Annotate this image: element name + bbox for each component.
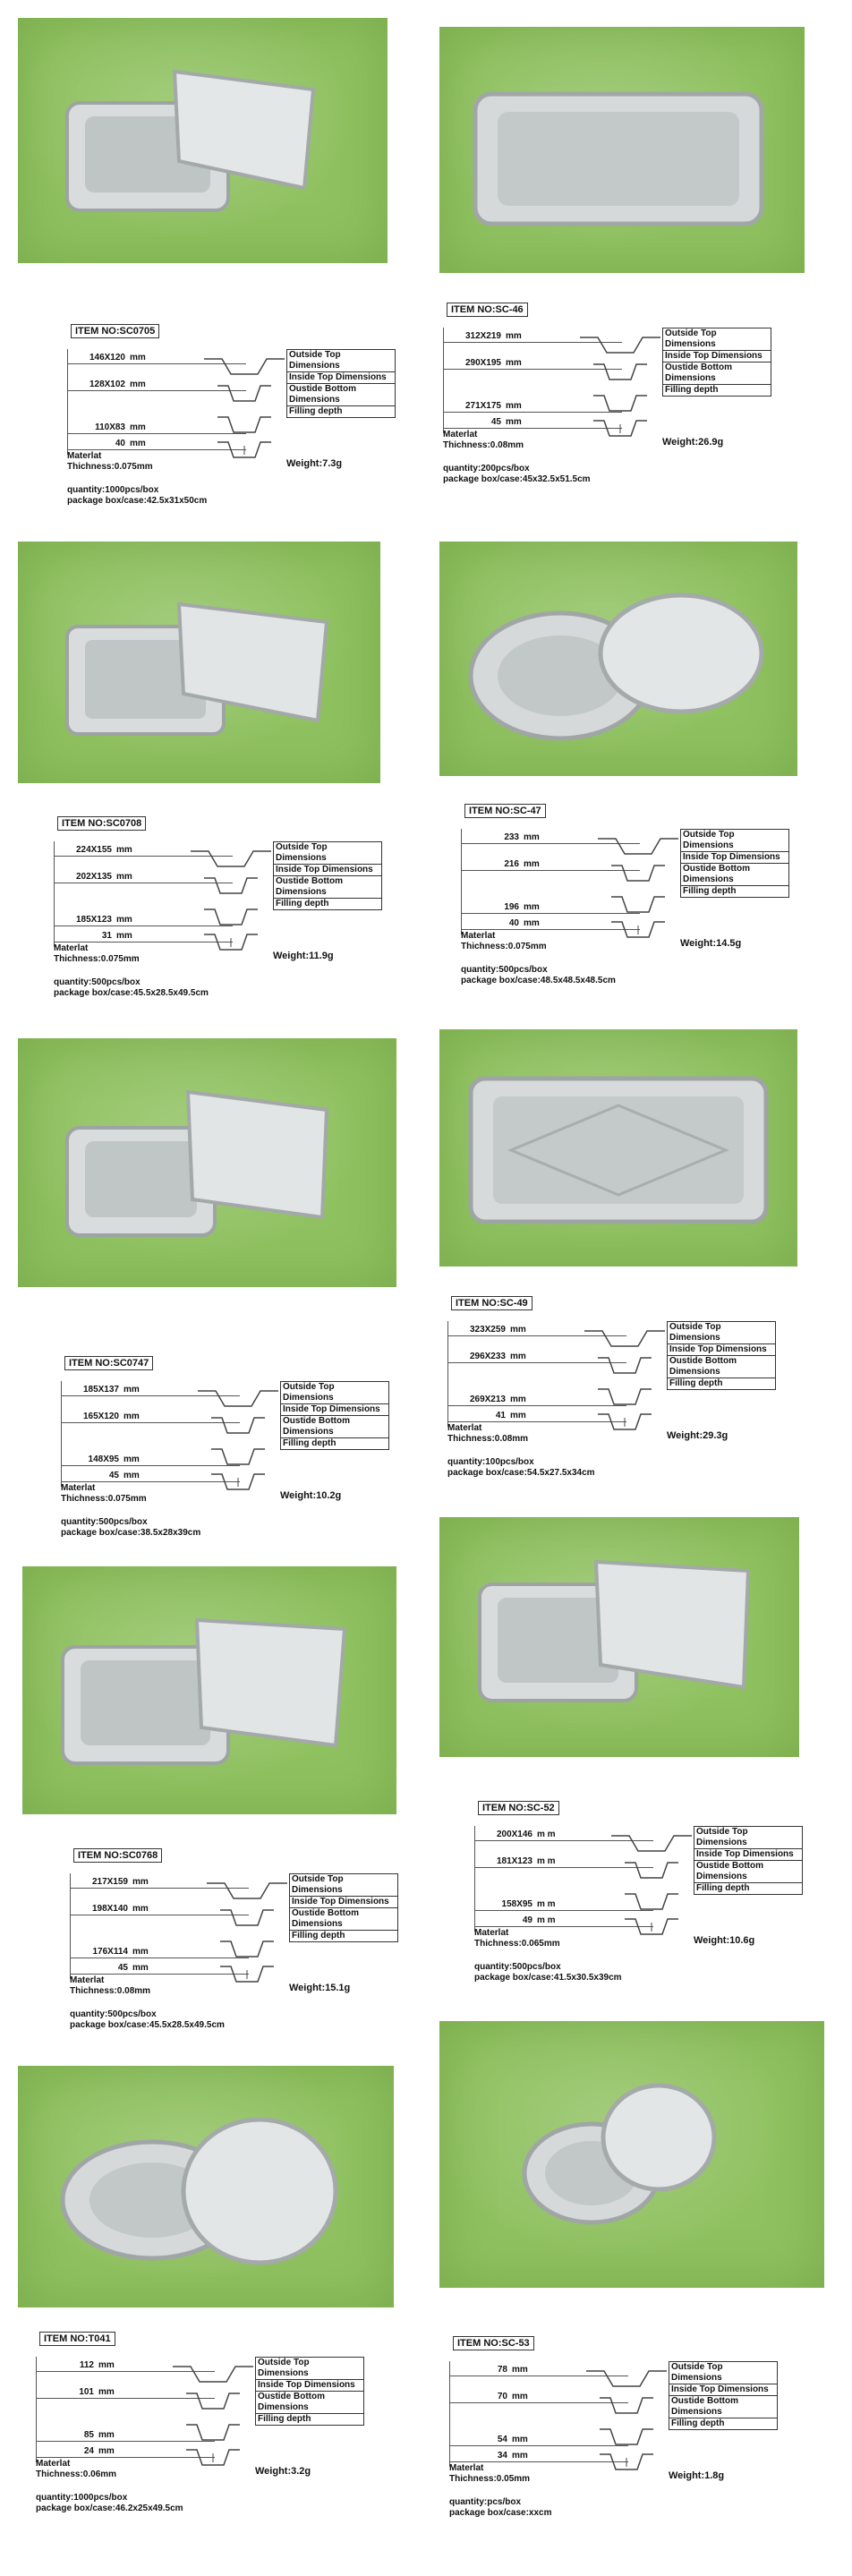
legend-inside-top: Inside Top Dimensions (281, 1404, 388, 1416)
material-info: Materlat Thichness:0.075mm (54, 943, 140, 964)
dim-inside-top: 198X140 mm (70, 1900, 249, 1915)
packaging-info: quantity:500pcs/box package box/case:45.5x28.5x49.5cm (70, 2009, 225, 2030)
dimension-legend (694, 1826, 803, 1895)
material-info: Materlat Thichness:0.08mm (443, 430, 524, 450)
dimension-legend (286, 349, 396, 418)
weight-label: Weight:3.2g (255, 2466, 311, 2477)
material-info: Materlat Thichness:0.05mm (449, 2463, 531, 2484)
legend-filling-depth: Filling depth (276, 899, 329, 908)
dimension-diagram (186, 838, 276, 954)
legend-outside-bottom: Oustide Bottom Dimensions (274, 876, 381, 899)
dim-outside-bottom: 54 mm (449, 2431, 628, 2446)
dimension-diagram (193, 1378, 283, 1494)
dim-outside-bottom: 176X114 mm (70, 1943, 249, 1958)
legend-filling-depth: Filling depth (671, 2418, 725, 2428)
dim-filling-depth: 40 mm (67, 435, 246, 450)
product-photo-sc0708 (18, 542, 380, 783)
weight-label: Weight:26.9g (662, 437, 724, 448)
dimension-legend (662, 328, 771, 397)
legend-filling-depth: Filling depth (683, 886, 737, 896)
legend-outside-bottom: Oustide Bottom Dimensions (256, 2392, 363, 2414)
legend-outside-top: Outside Top Dimensions (694, 1827, 802, 1849)
dim-outside-bottom: 158X95 m m (474, 1896, 653, 1911)
legend-filling-depth: Filling depth (696, 1883, 750, 1893)
legend-outside-bottom: Oustide Bottom Dimensions (290, 1908, 397, 1931)
legend-filling-depth: Filling depth (292, 1931, 345, 1941)
legend-outside-top: Outside Top Dimensions (256, 2358, 363, 2380)
dimension-diagram (607, 1822, 696, 1939)
spec-block (67, 324, 398, 539)
packaging-info: quantity:500pcs/box package box/case:45.5x28.5x49.5cm (54, 977, 209, 998)
legend-outside-top: Outside Top Dimensions (668, 1322, 775, 1344)
dim-outside-bottom: 148X95 mm (61, 1451, 240, 1466)
dimension-legend (289, 1873, 398, 1942)
packaging-info: quantity:pcs/box package box/case:xxcm (449, 2497, 552, 2518)
material-info: Materlat Thichness:0.075mm (61, 1483, 147, 1504)
dim-outside-bottom: 110X83 mm (67, 419, 246, 434)
legend-outside-bottom: Oustide Bottom Dimensions (287, 384, 395, 406)
legend-outside-bottom: Oustide Bottom Dimensions (669, 2396, 777, 2418)
packaging-info: quantity:100pcs/box package box/case:54.5x27.5x34cm (447, 1457, 595, 1478)
legend-outside-top: Outside Top Dimensions (669, 2362, 777, 2384)
dimension-legend (680, 829, 789, 898)
legend-outside-bottom: Oustide Bottom Dimensions (694, 1861, 802, 1883)
product-photo-sc53 (439, 2021, 824, 2288)
item-number: ITEM NO:SC0747 (64, 1356, 153, 1370)
weight-label: Weight:11.9g (273, 951, 334, 961)
dim-inside-top: 128X102 mm (67, 376, 246, 391)
weight-label: Weight:10.6g (694, 1935, 755, 1946)
dimension-diagram (575, 324, 665, 440)
packaging-info: quantity:1000pcs/box package box/case:46.2x25x49.5cm (36, 2493, 183, 2513)
spec-block (70, 1848, 410, 2063)
spec-block (54, 816, 394, 1031)
product-photo-sc0768 (22, 1566, 396, 1814)
item-number: ITEM NO:SC0705 (71, 324, 159, 338)
dim-inside-top: 290X195 mm (443, 354, 622, 370)
spec-block (461, 804, 837, 1023)
dim-outside-top: 112 mm (36, 2357, 215, 2372)
legend-outside-top: Outside Top Dimensions (681, 830, 788, 852)
dim-inside-top: 101 mm (36, 2384, 215, 2399)
dim-outside-top: 233 mm (461, 829, 640, 844)
legend-filling-depth: Filling depth (669, 1378, 723, 1388)
legend-outside-top: Outside Top Dimensions (281, 1382, 388, 1404)
product-photo-sc49 (439, 1029, 797, 1267)
dim-filling-depth: 45 mm (70, 1959, 249, 1975)
dim-inside-top: 296X233 mm (447, 1348, 626, 1363)
dim-filling-depth: 31 mm (54, 927, 233, 943)
dimension-legend (667, 1321, 776, 1390)
spec-block (447, 1296, 814, 1515)
material-info: Materlat Thichness:0.075mm (461, 931, 547, 951)
dim-filling-depth: 45 mm (61, 1467, 240, 1482)
dim-outside-bottom: 271X175 mm (443, 397, 622, 413)
dim-inside-top: 216 mm (461, 856, 640, 871)
dim-inside-top: 165X120 mm (61, 1408, 240, 1423)
product-photo-sc52 (439, 1517, 799, 1757)
material-info: Materlat Thichness:0.08mm (70, 1975, 151, 1996)
dim-inside-top: 70 mm (449, 2388, 628, 2403)
item-number: ITEM NO:SC0768 (73, 1848, 162, 1863)
legend-inside-top: Inside Top Dimensions (290, 1897, 397, 1908)
dimension-diagram (593, 825, 683, 942)
legend-filling-depth: Filling depth (283, 1438, 337, 1448)
weight-label: Weight:14.5g (680, 938, 742, 949)
item-number: ITEM NO:SC-47 (464, 804, 546, 818)
weight-label: Weight:1.8g (669, 2470, 725, 2481)
legend-inside-top: Inside Top Dimensions (274, 865, 381, 876)
spec-block (449, 2336, 807, 2560)
weight-label: Weight:29.3g (667, 1430, 728, 1441)
dim-filling-depth: 24 mm (36, 2443, 215, 2458)
material-info: Materlat Thichness:0.08mm (447, 1423, 529, 1444)
legend-filling-depth: Filling depth (665, 385, 719, 395)
legend-inside-top: Inside Top Dimensions (694, 1849, 802, 1861)
material-info: Materlat Thichness:0.075mm (67, 451, 153, 472)
legend-outside-top: Outside Top Dimensions (274, 842, 381, 865)
dimension-diagram (168, 2353, 258, 2469)
item-number: ITEM NO:SC0708 (57, 816, 146, 831)
legend-filling-depth: Filling depth (258, 2414, 311, 2424)
dimension-legend (280, 1381, 389, 1450)
dimension-legend (255, 2357, 364, 2426)
dim-outside-bottom: 85 mm (36, 2427, 215, 2442)
spec-block (36, 2332, 412, 2564)
spec-block (61, 1356, 401, 1562)
dim-filling-depth: 34 mm (449, 2447, 628, 2462)
item-number: ITEM NO:SC-49 (451, 1296, 532, 1310)
legend-outside-bottom: Oustide Bottom Dimensions (668, 1356, 775, 1378)
dim-outside-top: 312X219 mm (443, 328, 622, 343)
dim-outside-top: 224X155 mm (54, 841, 233, 857)
item-number: ITEM NO:SC-46 (447, 303, 528, 317)
legend-outside-bottom: Oustide Bottom Dimensions (681, 864, 788, 886)
dim-filling-depth: 40 mm (461, 915, 640, 930)
product-photo-t041 (18, 2066, 394, 2307)
item-number: ITEM NO:SC-53 (453, 2336, 534, 2350)
legend-inside-top: Inside Top Dimensions (681, 852, 788, 864)
packaging-info: quantity:500pcs/box package box/case:41.5x30.5x39cm (474, 1962, 622, 1983)
item-number: ITEM NO:T041 (39, 2332, 115, 2346)
spec-block (443, 303, 837, 535)
legend-inside-top: Inside Top Dimensions (669, 2384, 777, 2396)
legend-outside-top: Outside Top Dimensions (663, 328, 771, 351)
packaging-info: quantity:500pcs/box package box/case:48.5x48.5x48.5cm (461, 965, 616, 985)
dim-outside-top: 200X146 m m (474, 1826, 653, 1841)
dim-outside-bottom: 185X123 mm (54, 911, 233, 926)
dimension-legend (273, 841, 382, 910)
product-photo-sc0705 (18, 18, 388, 263)
dim-inside-top: 181X123 m m (474, 1853, 653, 1868)
dim-outside-top: 78 mm (449, 2361, 628, 2376)
legend-outside-bottom: Oustide Bottom Dimensions (281, 1416, 388, 1438)
packaging-info: quantity:200pcs/box package box/case:45x32.5x51.5cm (443, 464, 591, 484)
product-photo-sc47 (439, 542, 797, 776)
weight-label: Weight:7.3g (286, 458, 343, 469)
dim-filling-depth: 49 m m (474, 1912, 653, 1927)
legend-inside-top: Inside Top Dimensions (287, 372, 395, 384)
product-photo-sc0747 (18, 1038, 396, 1287)
weight-label: Weight:15.1g (289, 1983, 351, 1993)
legend-inside-top: Inside Top Dimensions (668, 1344, 775, 1356)
weight-label: Weight:10.2g (280, 1490, 342, 1501)
dimension-legend (669, 2361, 778, 2430)
legend-outside-bottom: Oustide Bottom Dimensions (663, 363, 771, 385)
dimension-diagram (202, 1870, 292, 1986)
dimension-diagram (580, 1318, 669, 1434)
dim-outside-top: 217X159 mm (70, 1873, 249, 1889)
spec-block (474, 1801, 823, 2011)
material-info: Materlat Thichness:0.06mm (36, 2459, 117, 2479)
dim-filling-depth: 45 mm (443, 414, 622, 429)
dim-outside-bottom: 269X213 mm (447, 1391, 626, 1406)
dim-outside-top: 323X259 mm (447, 1321, 626, 1336)
dim-outside-top: 185X137 mm (61, 1381, 240, 1396)
item-number: ITEM NO:SC-52 (478, 1801, 559, 1815)
legend-outside-top: Outside Top Dimensions (287, 350, 395, 372)
dim-filling-depth: 41 mm (447, 1407, 626, 1422)
dim-outside-bottom: 196 mm (461, 899, 640, 914)
packaging-info: quantity:1000pcs/box package box/case:42.5x31x50cm (67, 485, 208, 506)
legend-inside-top: Inside Top Dimensions (663, 351, 771, 363)
legend-inside-top: Inside Top Dimensions (256, 2380, 363, 2392)
packaging-info: quantity:500pcs/box package box/case:38.5x28x39cm (61, 1517, 201, 1538)
dim-outside-top: 146X120 mm (67, 349, 246, 364)
legend-filling-depth: Filling depth (289, 406, 343, 416)
product-photo-sc46 (439, 27, 805, 273)
legend-outside-top: Outside Top Dimensions (290, 1874, 397, 1897)
dimension-diagram (582, 2358, 671, 2474)
material-info: Materlat Thichness:0.065mm (474, 1928, 560, 1949)
dimension-diagram (200, 345, 289, 462)
dim-inside-top: 202X135 mm (54, 868, 233, 883)
